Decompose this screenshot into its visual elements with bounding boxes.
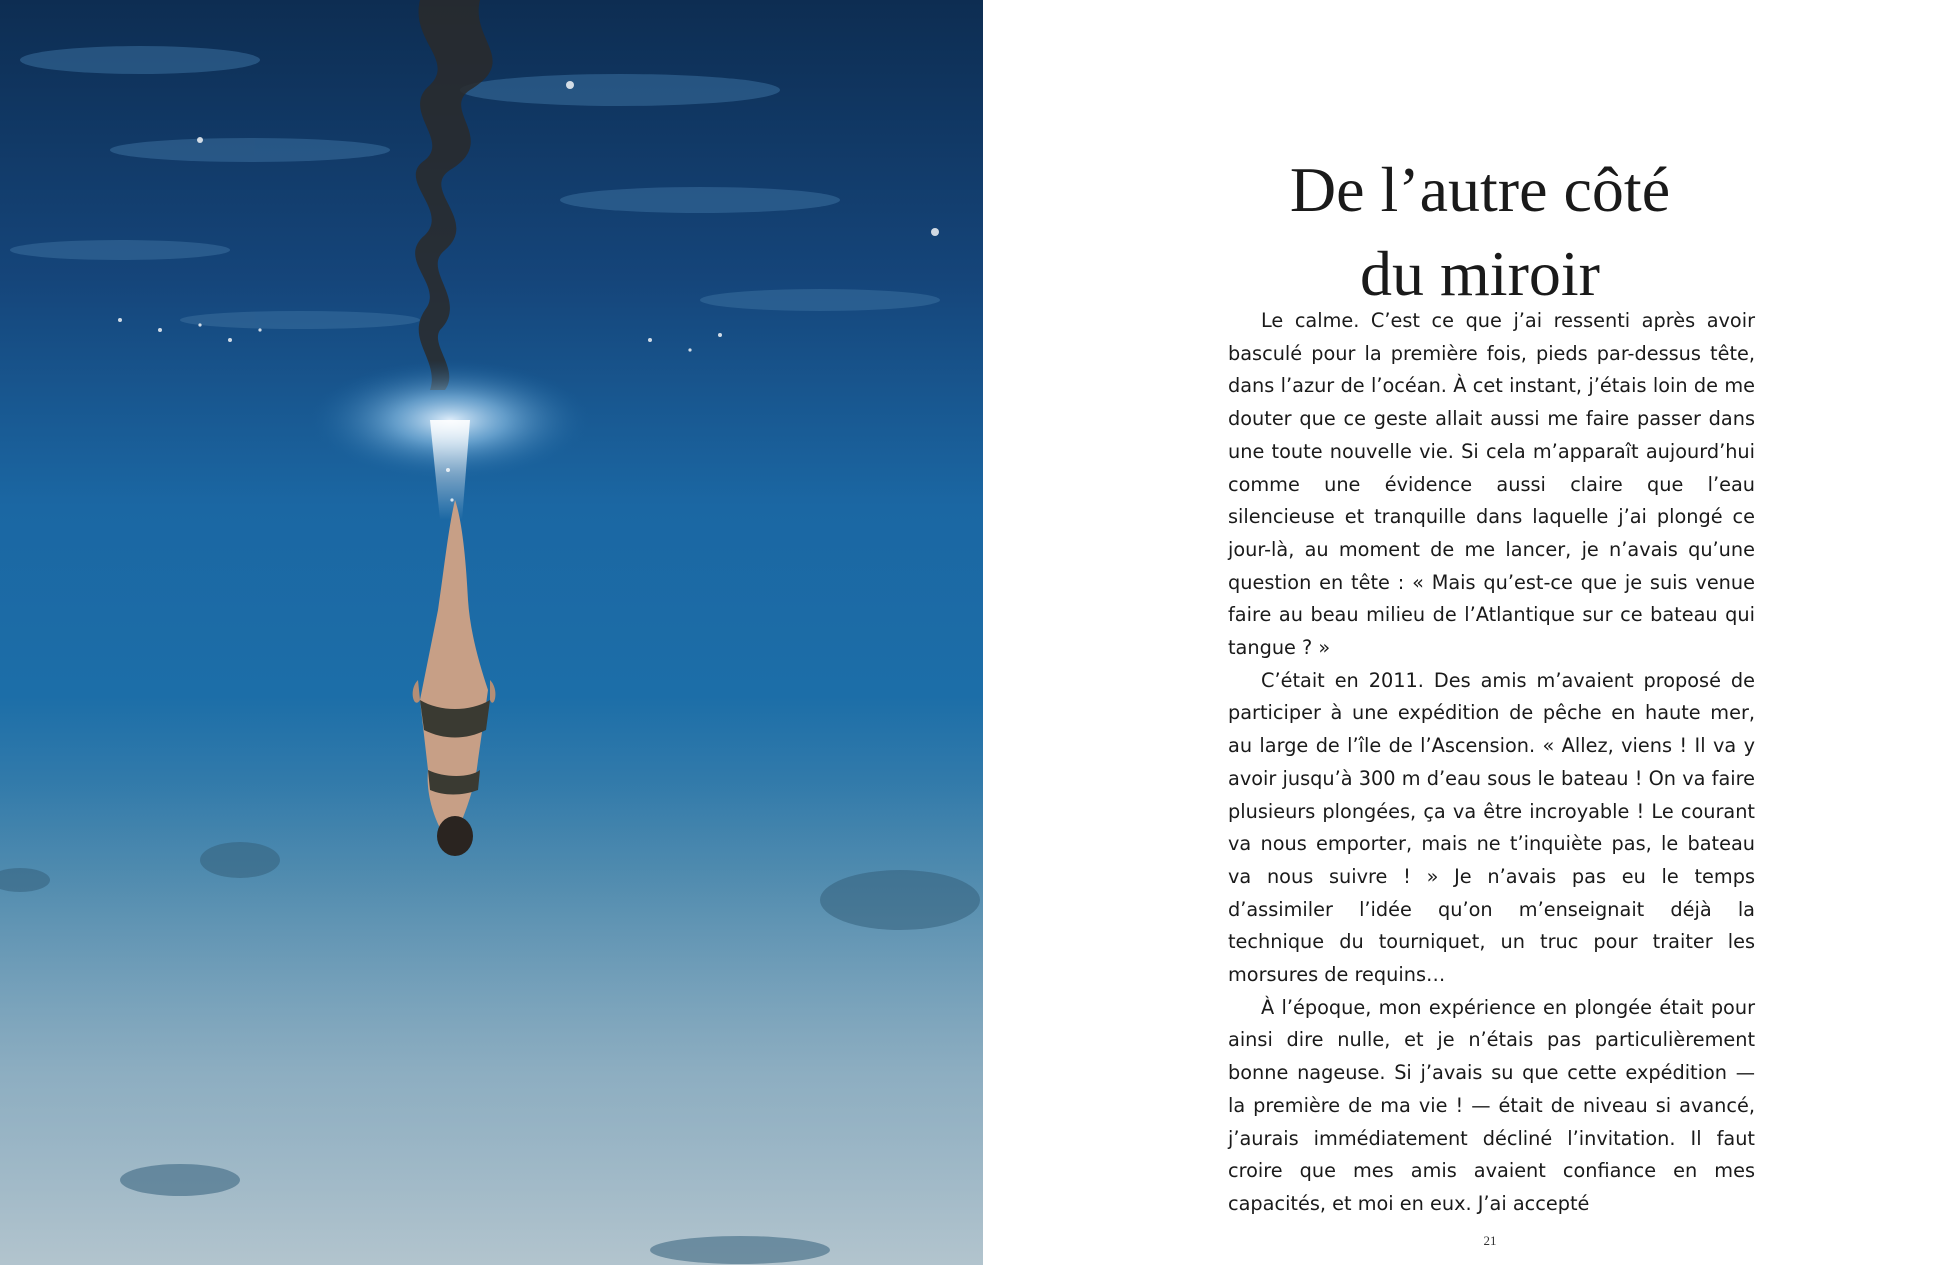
paragraph: C’était en 2011. Des amis m’avaient proposé de participer à une expédition de pêche en haute mer, au large de l’île de l’Ascension. « Allez, viens ! Il va y avoir jusqu’à 300 m d’eau sous le bateau ! On va faire plusieurs plongées, ça va être incroyable ! Le courant va nous emporter, mais ne t’inquiète pas, le bateau va nous suivre ! » Je n’avais pas eu le temps d’assimiler l’idée qu’on m’enseignait déjà la technique du tourniquet, un truc pour traiter les morsures de requins… (1228, 668, 1755, 987)
surface-reflection (415, 0, 492, 390)
surface-ripples (10, 46, 940, 329)
paragraph: À l’époque, mon expérience en plongée était pour ainsi dire nulle, et je n’étais pas particulièrement bonne nageuse. Si j’avais su que cette expédition — la première de ma vie ! — était de niveau si avancé, j’aurais immédiatement décliné l’invitation. Il faut croire que mes amis avaient confiance en mes capacités, et moi en eux. J’ai accepté (1228, 995, 1755, 1215)
page-number: 21 (1483, 1233, 1497, 1248)
chapter-title-line-2: du miroir (1360, 238, 1600, 309)
chapter-title-line-1: De l’autre côté (1289, 154, 1671, 225)
body-text (1228, 305, 1755, 1221)
chapter-title (1180, 148, 1780, 316)
paragraph: Le calme. C’est ce que j’ai ressenti après avoir basculé pour la première fois, pieds par-dessus tête, dans l’azur de l’océan. À cet instant, j’étais loin de me douter que ce geste allait aussi me faire passer dans une toute nouvelle vie. Si cela m’apparaît aujourd’hui comme une évidence aussi claire que l’eau silencieuse et tranquille dans laquelle j’ai plongé ce jour-là, au moment de me lancer, je n’avais qu’une question en tête : « Mais qu’est-ce que je suis venue faire au beau milieu de l’Atlantique sur ce bateau qui tangue ? » (1228, 309, 1755, 660)
